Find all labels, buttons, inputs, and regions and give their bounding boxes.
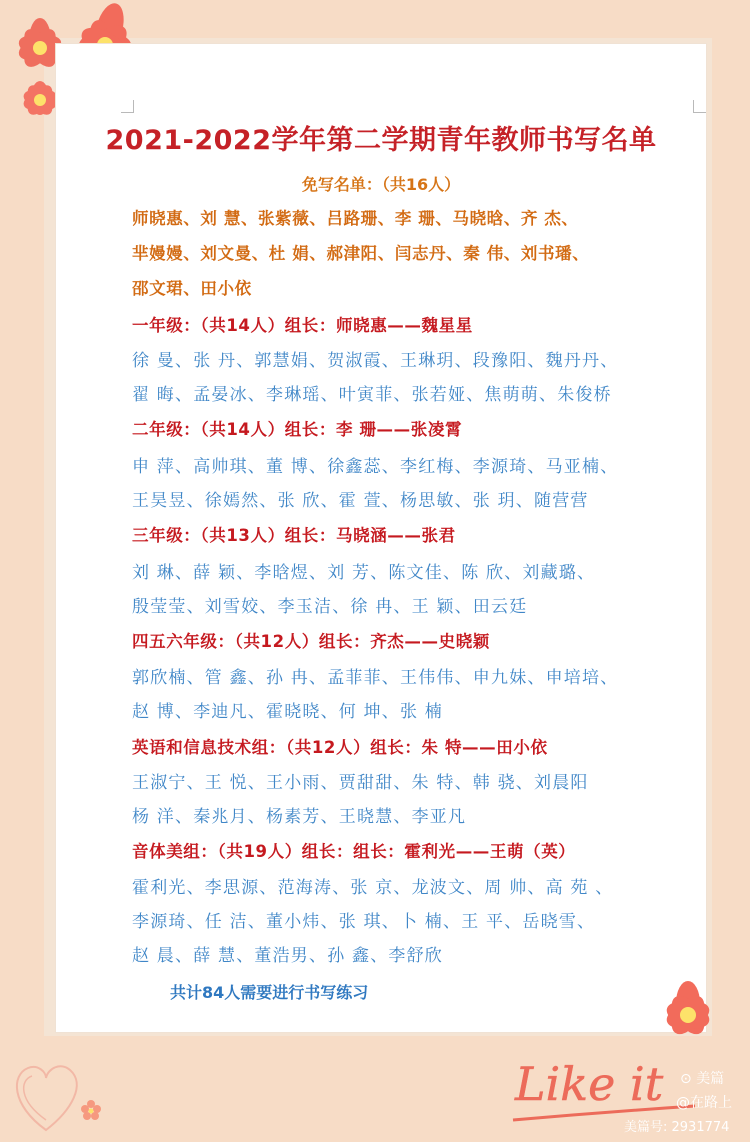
- like-it-text: Like it: [515, 1057, 664, 1111]
- grade1-names-line: 翟 晦、孟晏冰、李琳瑶、叶寅菲、张若娅、焦萌萌、朱俊桥: [132, 385, 612, 405]
- grade2-heading: 二年级：（共14人）组长：李 珊——张凌霄: [132, 420, 463, 439]
- grade2-names-line: 王昊昱、徐嫣然、张 欣、霍 萱、杨思敏、张 玥、随营营: [132, 491, 589, 511]
- exempt-line: 师晓惠、刘 慧、张紫薇、吕路珊、李 珊、马晓晗、齐 杰、: [132, 209, 579, 228]
- grade1-names-line: 徐 曼、张 丹、郭慧娟、贺淑霞、王琳玥、段豫阳、魏丹丹、: [132, 351, 619, 371]
- flower-small: [21, 81, 59, 119]
- grade1-heading: 一年级：（共14人）组长：师晓惠——魏星星: [132, 316, 473, 335]
- watermark-account: 美篇号: 2931774: [624, 1120, 730, 1135]
- total-summary: 共计84人需要进行书写练习: [170, 983, 369, 1002]
- grade3-heading: 三年级：（共13人）组长：马晓涵——张君: [132, 526, 456, 545]
- grade456-names-line: 赵 博、李迪凡、霍晓晓、何 坤、张 楠: [132, 702, 444, 722]
- music-pe-art-names-line: 李源琦、任 洁、董小炜、张 琪、卜 楠、王 平、岳晓雪、: [132, 912, 596, 932]
- english-it-names-line: 杨 洋、秦兆月、杨素芳、王晓慧、李亚凡: [132, 807, 467, 827]
- watermark-author: @在路上: [676, 1095, 732, 1111]
- grade456-heading: 四五六年级：（共12人）组长：齐杰——史晓颖: [132, 632, 490, 651]
- music-pe-art-names-line: 霍利光、李思源、范海涛、张 京、龙波文、周 帅、高 苑 、: [132, 878, 614, 898]
- heart-decoration-icon: [6, 1040, 116, 1140]
- exempt-heading: 免写名单：（共16人）: [301, 175, 461, 194]
- watermark-app: [680, 1068, 724, 1088]
- exempt-line: 邵文珺、田小依: [132, 279, 252, 298]
- app-logo-icon: ⊙: [680, 1071, 692, 1087]
- grade2-names-line: 申 萍、高帅琪、董 博、徐鑫蕊、李红梅、李源琦、马亚楠、: [132, 457, 619, 477]
- music-pe-art-heading: 音体美组：（共19人）组长：组长：霍利光——王萌（英）: [132, 842, 576, 861]
- grade3-names-line: 殷莹莹、刘雪姣、李玉洁、徐 冉、王 颖、田云廷: [132, 597, 528, 617]
- exempt-line: 芈嫚嫚、刘文曼、杜 娟、郝津阳、闫志丹、秦 伟、刘书璠、: [132, 244, 590, 263]
- crop-mark-right: [693, 100, 706, 113]
- english-it-names-line: 王淑宁、王 悦、王小雨、贾甜甜、朱 特、韩 骁、刘晨阳: [132, 773, 589, 793]
- watermark-app-name: 美篇: [696, 1071, 725, 1087]
- english-it-heading: 英语和信息技术组：（共12人）组长：朱 特——田小依: [132, 738, 548, 757]
- music-pe-art-names-line: 赵 晨、薛 慧、董浩男、孙 鑫、李舒欣: [132, 946, 444, 966]
- grade456-names-line: 郭欣楠、管 鑫、孙 冉、孟菲菲、王伟伟、申九妹、申培培、: [132, 668, 619, 688]
- document-title: 2021-2022学年第二学期青年教师书写名单: [105, 125, 657, 156]
- grade3-names-line: 刘 琳、薛 颖、李晗煜、刘 芳、陈文佳、陈 欣、刘藏璐、: [132, 563, 596, 583]
- crop-mark-left: [121, 100, 134, 113]
